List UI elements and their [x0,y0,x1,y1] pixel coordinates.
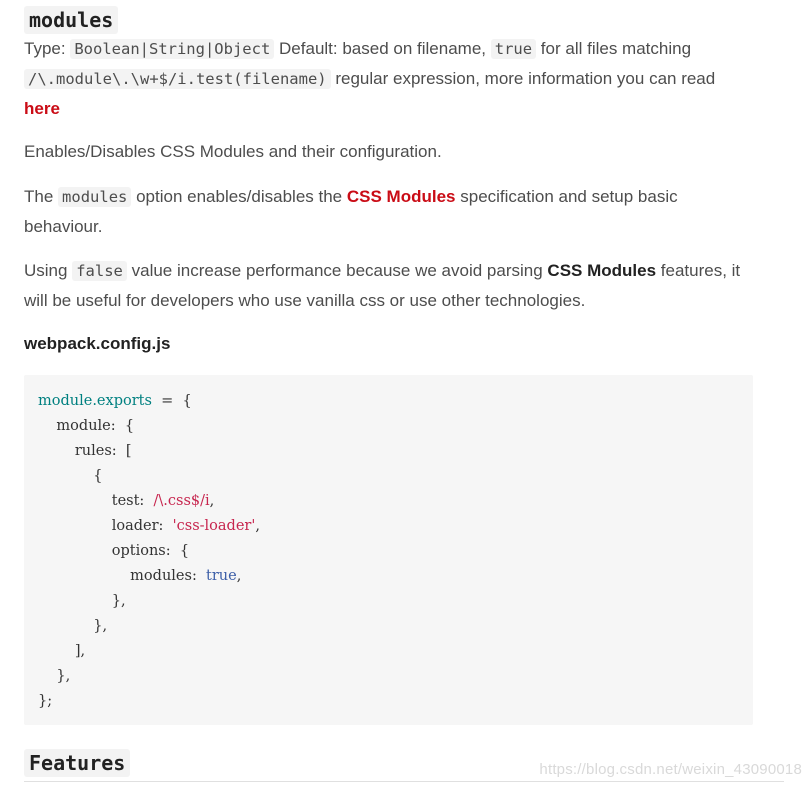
paragraph-enables: Enables/Disables CSS Modules and their configuration. [24,142,442,161]
css-modules-strong: CSS Modules [547,261,657,280]
code-token: test: [38,493,154,509]
matching-text: for all files matching [540,39,692,58]
code-block[interactable] [24,375,753,725]
paragraph-modules-option [24,182,754,241]
code-line-6 [38,514,753,539]
css-modules-link[interactable]: CSS Modules [346,187,456,206]
regex-code: /\.module\.\w+$/i.test(filename) [24,69,331,89]
code-token: module [38,393,93,409]
code-token: , [255,518,260,534]
code-token: .exports [92,393,152,409]
code-line-7: options: { [38,543,190,559]
code-token: /\.css$/i [153,493,210,509]
section-heading-modules: modules [24,6,118,34]
code-filename: webpack.config.js [24,334,171,353]
code-line-2: module: { [38,418,135,434]
here-link[interactable]: here [24,99,60,118]
type-label: Type: [24,39,66,58]
code-content [24,375,753,714]
code-line-8 [38,564,753,589]
modules-code: modules [58,187,131,207]
code-line-5 [38,489,753,514]
code-token: modules: [38,568,207,584]
code-line-12: }, [38,668,71,684]
code-token: , [209,493,215,509]
watermark-text: https://blog.csdn.net/weixin_43090018 [539,761,802,778]
code-line-9: }, [38,593,126,609]
code-token: loader: [38,518,173,534]
p2-post: specification and setup basic behaviour. [24,187,678,236]
p2-pre: The [24,187,54,206]
false-code: false [72,261,127,281]
default-label: Default: based on filename, [279,39,486,58]
code-line-13: }; [38,693,53,709]
p3-pre: Using [24,261,68,280]
p2-mid: option enables/disables the [136,187,343,206]
code-token: true [206,568,237,584]
code-token: 'css-loader' [172,518,256,534]
p3-post: features, it will be useful for developers who use vanilla css or use other technologies. [24,261,741,310]
paragraph-false-value [24,256,754,315]
code-line-4: { [38,468,103,484]
code-line-3: rules: [ [38,443,132,459]
code-line-1 [38,389,753,414]
code-line-10: }, [38,618,108,634]
code-token: , [236,568,242,584]
code-token: = { [151,393,192,409]
section-heading-features: Features [24,749,130,777]
code-line-11: ], [38,643,86,659]
type-default-line [24,34,754,123]
type-value-code: Boolean|String|Object [70,39,274,59]
more-info-text: regular expression, more information you can read [335,69,716,88]
p3-mid: value increase performance because we avoid parsing [131,261,543,280]
heading-divider [24,781,784,782]
default-value-code: true [491,39,536,59]
